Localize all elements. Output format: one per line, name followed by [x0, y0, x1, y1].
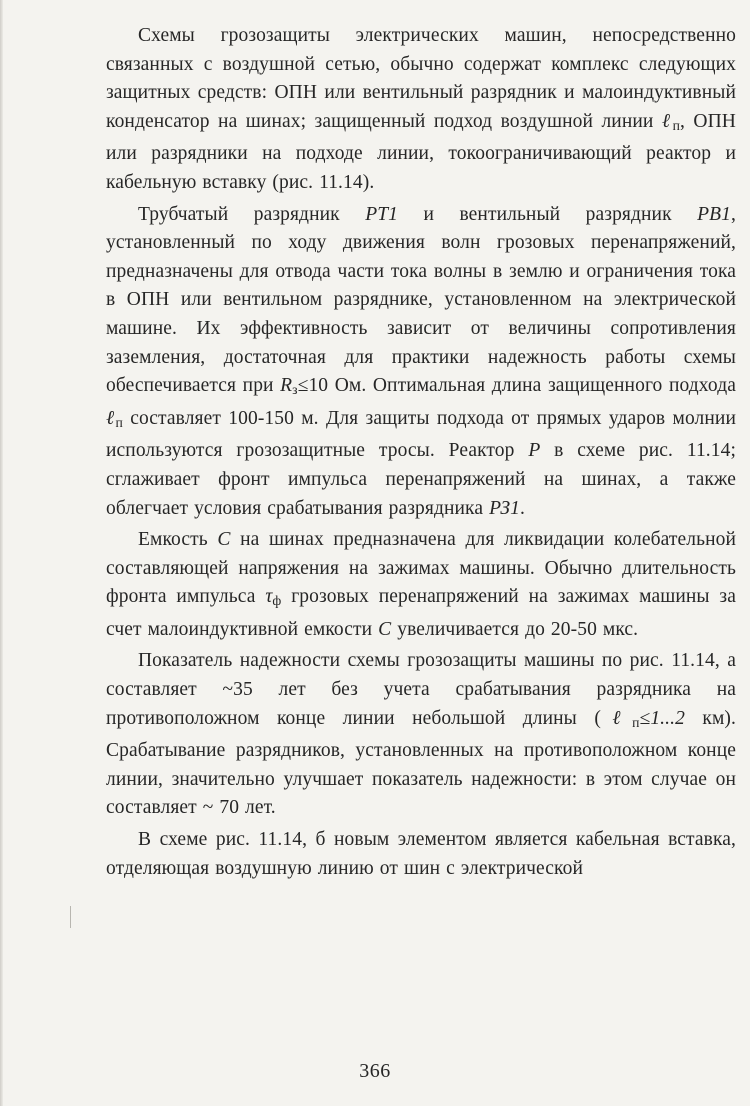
- text-run: , установленный по ходу движения волн грозовых перенапряжений, предназначены для отвода части тока волны в землю и ограничения тока в ОПН или вентильном разряднике, установленном на электрической машине. Их эффективность зависит от величины сопротивления заземления, достаточная для практики надежность работы схемы обеспечивается при: [106, 203, 736, 397]
- paragraph-4: [106, 647, 736, 823]
- subscript-text: п: [115, 414, 123, 430]
- text-run: увеличивается до 20-50 мкс.: [391, 618, 639, 640]
- subscript-text: п: [632, 714, 640, 730]
- text-run: , ОПН или разрядники на подходе линии, токоограничивающий реактор и кабельную вставку (рис. 11.14).: [106, 110, 736, 193]
- text-run: грозовых перенапряжений на зажимах машины за счет малоиндуктивной емкости: [106, 586, 736, 640]
- text-run: В схеме рис. 11.14, б новым элементом является кабельная вставка, отделяющая воздушную линию от шин с электрической: [106, 829, 736, 879]
- italic-text: С: [217, 529, 231, 551]
- italic-text: РТ1: [365, 203, 398, 225]
- paragraph-3: [106, 526, 736, 644]
- italic-text: С: [378, 618, 392, 640]
- text-run: Схемы грозозащиты электрических машин, непосредственно связанных с воздушной сетью, обычно содержат комплекс следующих защитных средств: ОПН или вентильный разрядник и малоиндуктивный конденсатор на шинах; защищенный подход воздушной линии: [106, 25, 736, 132]
- page-number: 366: [359, 1060, 391, 1082]
- italic-text: ℓ: [600, 707, 633, 729]
- italic-text: РЗ1: [489, 497, 521, 519]
- text-run: Трубчатый разрядник: [138, 203, 366, 225]
- paragraph-5: [106, 826, 736, 883]
- text-run: на шинах предназначена для ликвидации колебательной составляющей напряжения на зажимах машины. Обычно длительность фронта импульса: [106, 529, 737, 608]
- text-run: и вентильный разрядник: [398, 203, 698, 225]
- italic-text: R: [280, 375, 293, 397]
- paragraph-2: [106, 201, 736, 524]
- scan-edge: [0, 0, 3, 1106]
- text-run: Показатель надежности схемы грозозащиты машины по рис. 11.14, а составляет ~35 лет без учета срабатывания разрядника на противоположном конце линии небольшой длины (: [106, 650, 736, 729]
- text-run: составляет 100-150 м. Для защиты подхода от прямых ударов молнии используются грозозащитные тросы. Реактор: [106, 407, 736, 462]
- italic-text: τ: [265, 586, 273, 608]
- text-run: Емкость: [138, 529, 218, 551]
- italic-text: ℓ: [106, 407, 116, 429]
- italic-text: Р: [528, 440, 541, 462]
- text-run: .: [520, 497, 526, 519]
- subscript-text: п: [672, 117, 680, 133]
- subscript-text: ф: [272, 593, 282, 609]
- italic-text: ℓ: [661, 110, 673, 132]
- text-run: ≤10 Ом. Оптимальная длина защищенного подхода: [297, 375, 736, 397]
- italic-text: ≤1...2: [639, 707, 685, 729]
- page-body: [106, 22, 736, 886]
- scan-mark: [70, 906, 71, 928]
- paragraph-1: [106, 22, 736, 198]
- italic-text: РВ1: [697, 203, 732, 225]
- text-run: км). Срабатывание разрядников, установленных на противоположном конце линии, значительно улучшает показатель надежности: в этом случае он составляет ~ 70 лет.: [106, 707, 736, 819]
- text-run: в схеме рис. 11.14; сглаживает фронт импульса перенапряжений на шинах, а также облегчает условия срабатывания разрядника: [106, 440, 736, 519]
- subscript-text: з: [292, 382, 298, 398]
